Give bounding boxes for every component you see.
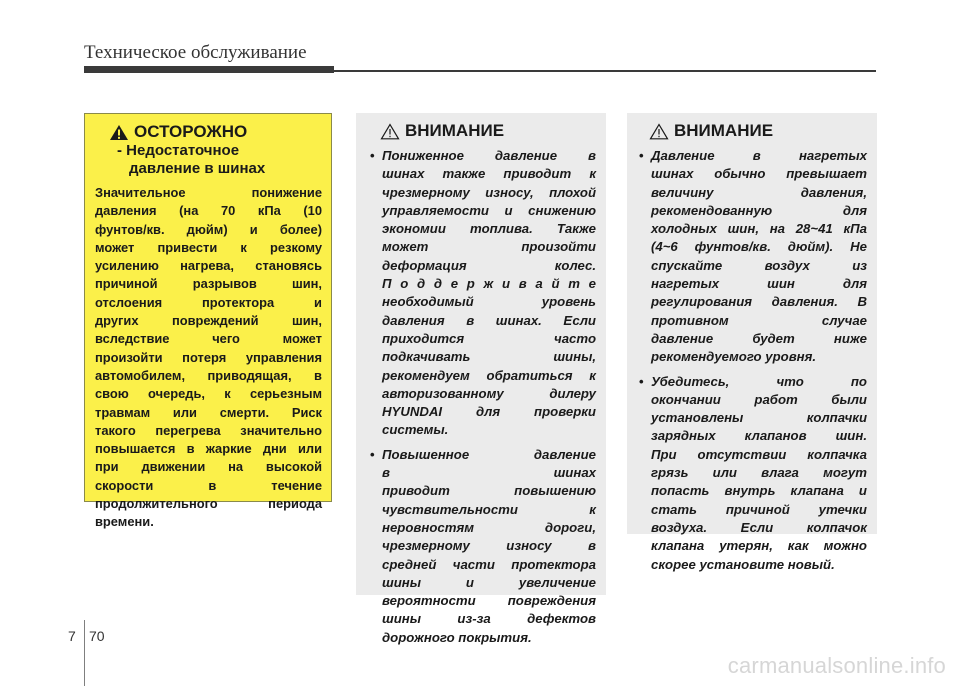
caution-box: [84, 113, 332, 530]
text-line: спускайте воздух из: [651, 257, 867, 273]
text-line: системы.: [382, 422, 449, 438]
text-line: • Убедитесь, что по: [651, 373, 867, 389]
warning-triangle-icon: [109, 124, 129, 141]
notice-title-1: ВНИМАНИЕ: [405, 121, 505, 140]
text-line: величину давления,: [651, 184, 867, 200]
text-line: может произойти: [382, 239, 596, 255]
bullet-item: [370, 147, 596, 440]
text-line: шинах также приводит к: [382, 166, 596, 182]
header-rule-thick: [84, 66, 334, 73]
bullet-item: [639, 147, 867, 367]
text-line: неровностям дороги,: [382, 519, 596, 535]
text-line: дорожного покрытия.: [382, 629, 532, 645]
text-line: шины из-за дефектов: [382, 611, 596, 627]
text-line: противном случае: [651, 312, 867, 328]
section-title: Техническое обслуживание: [84, 42, 307, 63]
notice-list-2: [639, 147, 867, 574]
text-line: других повреждений шин,: [95, 313, 322, 329]
text-line: приходится часто: [382, 330, 596, 346]
text-line: чрезмерному износу, плохой: [382, 184, 596, 200]
text-line: усилению нагрева, становясь: [95, 258, 322, 274]
text-line: произойти потеря управления: [95, 349, 322, 365]
text-line: рекомендованную для: [651, 202, 867, 218]
text-line: зарядных клапанов шин.: [651, 428, 867, 444]
chapter-number: 7: [68, 628, 76, 644]
text-line: шинах обычно превышает: [651, 166, 867, 182]
text-line: чувствительности к: [382, 501, 596, 517]
text-line: вероятности повреждения: [382, 593, 596, 609]
text-line: продолжительного периода: [95, 496, 322, 512]
text-line: попасть внутрь клапана и: [651, 483, 867, 499]
text-line: давления (на 70 кПа (10: [95, 203, 322, 219]
text-line: причиной разрывов шин,: [95, 276, 322, 292]
text-line: необходимый уровень: [382, 294, 596, 310]
caution-text: [95, 184, 322, 532]
text-line: стать причиной утечки: [651, 501, 867, 517]
text-line: при движении на высокой: [95, 459, 322, 475]
page-number-divider: [84, 620, 85, 686]
text-line: давление будет ниже: [651, 330, 867, 346]
header-rule-thin: [334, 70, 876, 72]
text-line: рекомендуемого уровня.: [651, 349, 817, 365]
caution-title: ОСТОРОЖНО: [134, 122, 248, 141]
text-line: Значительное понижение: [95, 185, 322, 200]
text-line: грязь или влага могут: [651, 465, 867, 481]
text-line: вследствие чего может: [95, 331, 322, 347]
text-line: травмам или смерти. Риск: [95, 404, 322, 420]
text-line: HYUNDAI для проверки: [382, 404, 596, 420]
text-line: деформация колес.: [382, 257, 596, 273]
notice-box-1: [356, 113, 606, 645]
text-line: воздуха. Если колпачок: [651, 519, 867, 535]
text-line: регулирования давления. В: [651, 294, 867, 310]
text-line: авторизованному дилеру: [382, 385, 596, 401]
text-line: (4~6 фунтов/кв. дюйм). Не: [651, 239, 867, 255]
caution-subtitle: - Недостаточное давление в шинах: [117, 142, 266, 177]
text-line: в шинах: [382, 465, 596, 481]
notice-box-2: [627, 113, 877, 572]
watermark: carmanualsonline.info: [727, 653, 946, 678]
text-line: фунтов/кв. дюйм) и более): [95, 221, 322, 237]
bullet-item: [639, 373, 867, 574]
text-line: подкачивать шины,: [382, 349, 596, 365]
text-line: П о д д е р ж и в а й т е: [382, 276, 596, 292]
text-line: нагретых шин для: [651, 276, 867, 292]
text-line: давления в шинах. Если: [382, 312, 596, 328]
notice-heading-2: [639, 121, 867, 141]
notice-list-1: [370, 147, 596, 647]
text-line: При отсутствии колпачка: [651, 446, 867, 462]
text-line: отслоения протектора и: [95, 294, 322, 310]
text-line: свою очередь, к серьезным: [95, 386, 322, 402]
warning-outline-icon: [649, 123, 669, 140]
text-line: чрезмерному износу в: [382, 538, 596, 554]
notice-title-2: ВНИМАНИЕ: [674, 121, 774, 140]
text-line: экономии топлива. Также: [382, 221, 596, 237]
text-line: • Давление в нагретых: [651, 148, 867, 163]
text-line: • Повышенное давление: [382, 446, 596, 462]
text-line: холодных шин, на 28~41 кПа: [651, 221, 867, 237]
text-line: автомобилем, приводящая, в: [95, 367, 322, 383]
page-number: 70: [89, 628, 105, 644]
text-line: средней части протектора: [382, 556, 596, 572]
text-line: приводит повышению: [382, 483, 596, 499]
text-line: может привести к резкому: [95, 239, 322, 255]
text-line: такого перегрева значительно: [95, 422, 322, 438]
text-line: окончании работ были: [651, 391, 867, 407]
warning-outline-icon: [380, 123, 400, 140]
text-line: шины и увеличение: [382, 574, 596, 590]
caution-heading: [95, 122, 322, 142]
bullet-item: [370, 446, 596, 647]
text-line: скорости в течение: [95, 477, 322, 493]
text-line: скорее установите новый.: [651, 556, 835, 572]
text-line: времени.: [95, 514, 154, 530]
text-line: рекомендуем обратиться к: [382, 367, 596, 383]
text-line: • Пониженное давление в: [382, 148, 596, 163]
text-line: установлены колпачки: [651, 410, 867, 426]
notice-heading-1: [370, 121, 596, 141]
text-line: клапана утерян, как можно: [651, 538, 867, 554]
text-line: повышается в жаркие дни или: [95, 441, 322, 457]
text-line: управляемости и снижению: [382, 202, 596, 218]
